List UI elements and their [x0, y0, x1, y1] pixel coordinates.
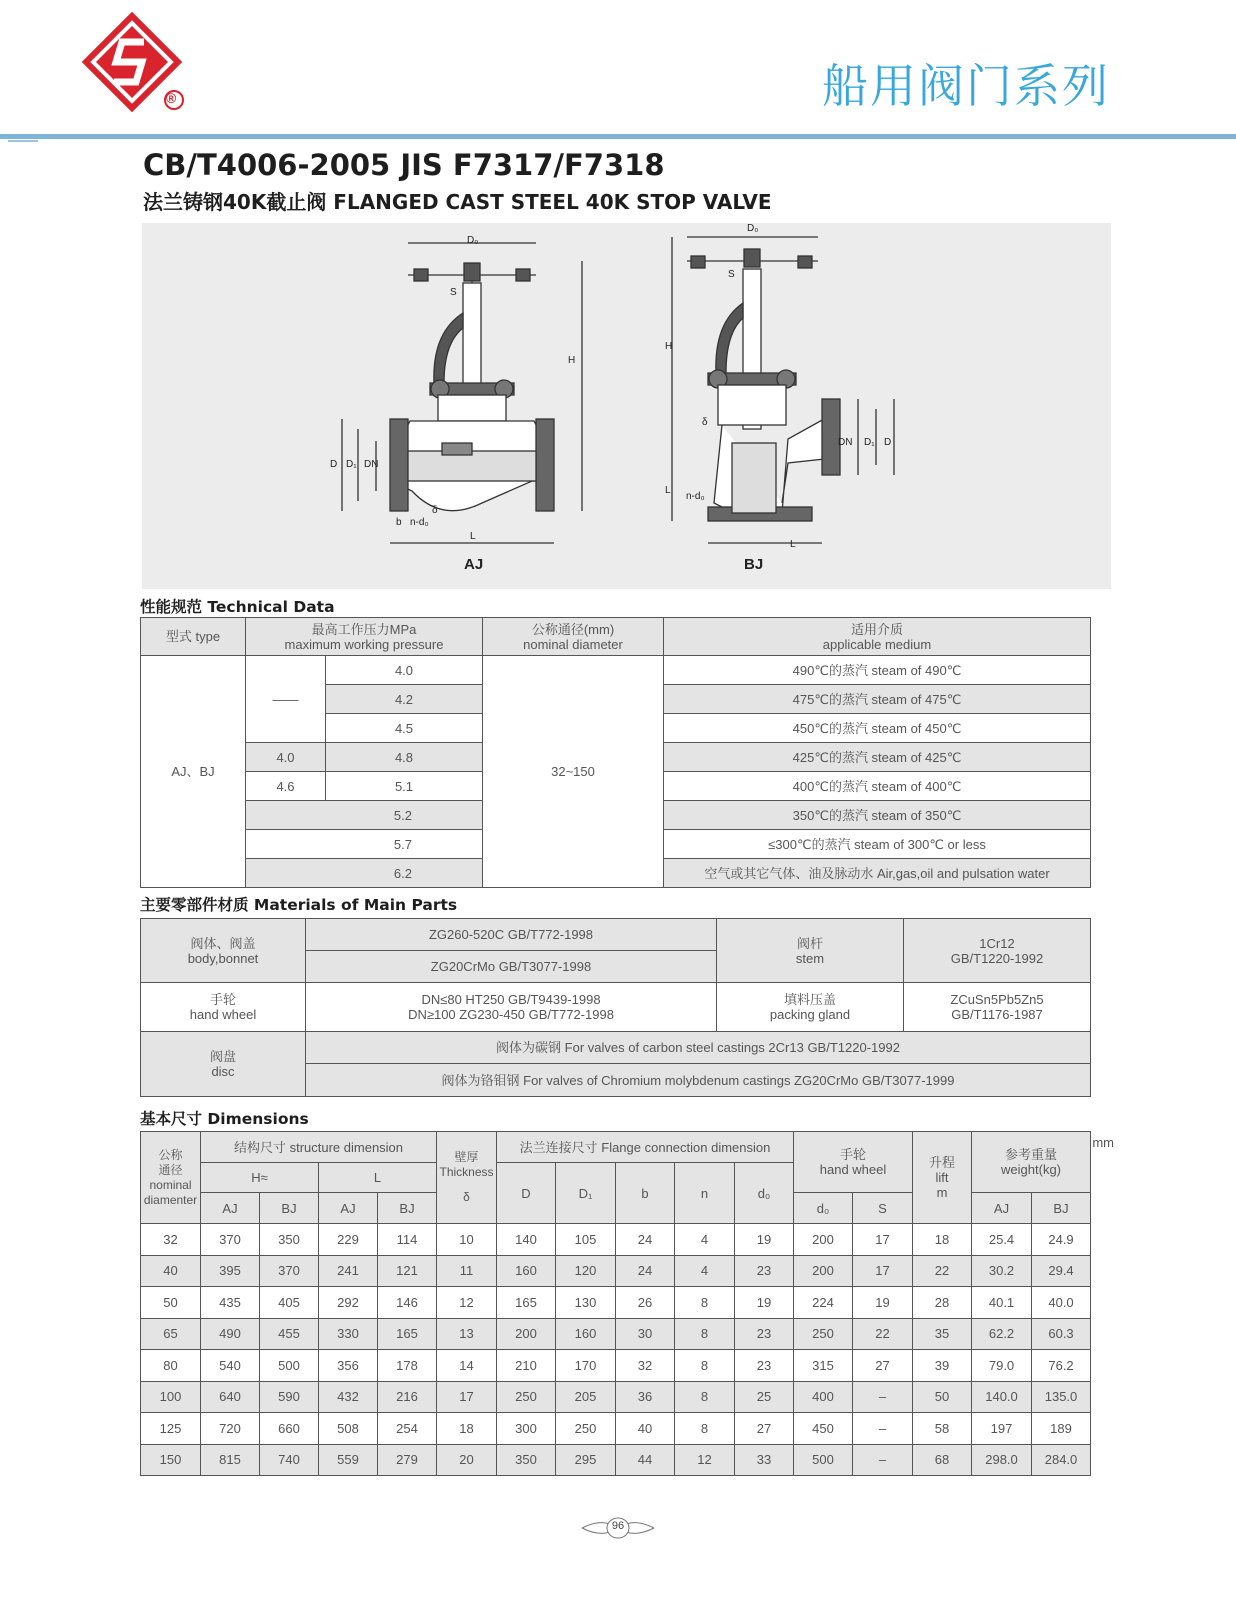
table-cell: 370	[201, 1224, 260, 1256]
table-cell: 24	[616, 1255, 675, 1287]
pressure-cell: 5.2	[246, 801, 483, 830]
dim-label-nd-bj: n-d₀	[686, 491, 705, 502]
dim-label-dn-aj: DN	[364, 459, 379, 470]
table-cell: 8	[675, 1318, 735, 1350]
table-cell: 350	[497, 1444, 556, 1476]
table-cell: 720	[201, 1413, 260, 1445]
table-cell: 40	[616, 1413, 675, 1445]
table-cell: 24.9	[1032, 1224, 1091, 1256]
table-cell: 640	[201, 1381, 260, 1413]
table-cell: 12	[675, 1444, 735, 1476]
technical-data-table	[140, 617, 1091, 888]
table-cell: 241	[319, 1255, 378, 1287]
table-row	[141, 1255, 1091, 1287]
pressure-cell: 5.7	[246, 830, 483, 859]
table-cell: 65	[141, 1318, 201, 1350]
table-cell: 405	[260, 1287, 319, 1319]
technical-data-title: 性能规范 Technical Data	[140, 598, 335, 616]
header-type: 型式 type	[141, 618, 246, 656]
table-cell: 540	[201, 1350, 260, 1382]
dimensions-body	[141, 1224, 1091, 1476]
dimensions-header	[141, 1132, 1091, 1224]
table-cell: 140	[497, 1224, 556, 1256]
table-cell: 17	[853, 1255, 913, 1287]
table-cell: 125	[141, 1413, 201, 1445]
table-cell: 19	[735, 1224, 794, 1256]
header-medium: 适用介质 applicable medium	[664, 618, 1091, 656]
dimensions-title: 基本尺寸 Dimensions	[140, 1110, 309, 1128]
table-cell: 508	[319, 1413, 378, 1445]
pressure-cell: 4.2	[326, 685, 483, 714]
table-cell: 432	[319, 1381, 378, 1413]
table-cell: 455	[260, 1318, 319, 1350]
medium-cell: 425℃的蒸汽 steam of 425℃	[664, 743, 1091, 772]
table-cell: 23	[735, 1255, 794, 1287]
medium-cell: 350℃的蒸汽 steam of 350℃	[664, 801, 1091, 830]
table-cell: 25	[735, 1381, 794, 1413]
page-number-badge	[580, 1516, 656, 1540]
table-cell: 150	[141, 1444, 201, 1476]
table-cell: 22	[913, 1255, 972, 1287]
table-cell: 40.1	[972, 1287, 1032, 1319]
table-cell: 8	[675, 1287, 735, 1319]
table-cell: 250	[794, 1318, 853, 1350]
table-cell: 29.4	[1032, 1255, 1091, 1287]
stem-label: 阀杆 stem	[717, 919, 904, 983]
dim-label-l-aj: L	[470, 531, 476, 542]
header-h: H≈	[201, 1163, 319, 1193]
table-cell: 20	[437, 1444, 497, 1476]
table-cell: 4	[675, 1224, 735, 1256]
table-cell: 140.0	[972, 1381, 1032, 1413]
table-cell: 25.4	[972, 1224, 1032, 1256]
table-row	[141, 1381, 1091, 1413]
table-cell: 200	[794, 1224, 853, 1256]
medium-cell: 空气或其它气体、油及脉动水 Air,gas,oil and pulsation water	[664, 859, 1091, 888]
body-bonnet-label: 阀体、阀盖 body,bonnet	[141, 919, 306, 983]
table-row	[141, 1350, 1091, 1382]
dim-label-delta-aj: δ	[432, 505, 438, 516]
table-cell: 370	[260, 1255, 319, 1287]
body-material-1: ZG260-520C GB/T772-1998	[306, 919, 717, 951]
table-cell: 18	[437, 1413, 497, 1445]
table-cell: 284.0	[1032, 1444, 1091, 1476]
table-cell: 300	[497, 1413, 556, 1445]
header-d0: d₀	[735, 1163, 794, 1224]
dim-label-h-bj: H	[665, 341, 673, 352]
table-cell: 18	[913, 1224, 972, 1256]
table-cell: 395	[201, 1255, 260, 1287]
table-cell: 27	[853, 1350, 913, 1382]
brand-logo	[82, 12, 192, 112]
header-l-aj: AJ	[319, 1193, 378, 1224]
table-cell: 22	[853, 1318, 913, 1350]
table-cell: 40.0	[1032, 1287, 1091, 1319]
header-l: L	[319, 1163, 437, 1193]
dim-label-d0-bj: D₀	[747, 223, 759, 234]
table-cell: 27	[735, 1413, 794, 1445]
table-cell: 250	[556, 1413, 616, 1445]
table-cell: 80	[141, 1350, 201, 1382]
table-cell: 44	[616, 1444, 675, 1476]
logo-registered-mark: ®	[166, 90, 177, 106]
table-cell: 24	[616, 1224, 675, 1256]
disc-material-2: 阀体为铬钼钢 For valves of Chromium molybdenum castings ZG20CrMo GB/T3077-1999	[306, 1064, 1091, 1097]
table-cell: 105	[556, 1224, 616, 1256]
table-cell: 26	[616, 1287, 675, 1319]
header-h-aj: AJ	[201, 1193, 260, 1224]
table-cell: 298.0	[972, 1444, 1032, 1476]
table-cell: –	[853, 1413, 913, 1445]
table-cell: 100	[141, 1381, 201, 1413]
header-flange: 法兰连接尺寸 Flange connection dimension	[497, 1132, 794, 1163]
table-cell: 197	[972, 1413, 1032, 1445]
table-cell: 200	[794, 1255, 853, 1287]
header-lift: 升程 lift m	[913, 1132, 972, 1224]
table-row	[141, 1318, 1091, 1350]
table-cell: 224	[794, 1287, 853, 1319]
table-cell: 40	[141, 1255, 201, 1287]
table-cell: 33	[735, 1444, 794, 1476]
table-cell: 292	[319, 1287, 378, 1319]
table-cell: –	[853, 1444, 913, 1476]
drawing-label-bj: BJ	[744, 556, 764, 573]
pressure-cell: 4.8	[326, 743, 483, 772]
dim-label-b-aj: b	[396, 517, 402, 528]
table-cell: 279	[378, 1444, 437, 1476]
table-cell: 32	[616, 1350, 675, 1382]
table-cell: 39	[913, 1350, 972, 1382]
table-cell: 250	[497, 1381, 556, 1413]
header-divider	[0, 134, 1236, 139]
table-cell: 500	[260, 1350, 319, 1382]
hand-wheel-material: DN≤80 HT250 GB/T9439-1998 DN≥100 ZG230-450 GB/T772-1998	[306, 983, 717, 1032]
dimensions-unit: mm	[1092, 1135, 1114, 1150]
type-value: AJ、BJ	[141, 656, 246, 888]
left-pressure-cell: 4.6	[246, 772, 326, 801]
table-cell: 660	[260, 1413, 319, 1445]
table-cell: 19	[735, 1287, 794, 1319]
medium-cell: 450℃的蒸汽 steam of 450℃	[664, 714, 1091, 743]
table-cell: 160	[556, 1318, 616, 1350]
page-number: 96	[611, 1520, 625, 1532]
table-cell: 8	[675, 1350, 735, 1382]
series-title: 船用阀门系列	[822, 59, 1110, 113]
table-row	[141, 1224, 1091, 1256]
dim-label-d-bj: D	[884, 437, 892, 448]
dim-label-delta-bj: δ	[702, 417, 708, 428]
table-cell: 50	[913, 1381, 972, 1413]
table-cell: 30	[616, 1318, 675, 1350]
header-d: D	[497, 1163, 556, 1224]
disc-label: 阀盘 disc	[141, 1032, 306, 1097]
table-row	[141, 1287, 1091, 1319]
standard-title: CB/T4006-2005 JIS F7317/F7318	[143, 148, 665, 182]
pressure-dash: ——	[246, 656, 326, 743]
product-title: 法兰铸钢40K截止阀 FLANGED CAST STEEL 40K STOP VALVE	[143, 190, 772, 214]
dim-label-d0-aj: D₀	[467, 235, 479, 246]
table-cell: 590	[260, 1381, 319, 1413]
table-row	[141, 1413, 1091, 1445]
table-cell: 19	[853, 1287, 913, 1319]
table-cell: 130	[556, 1287, 616, 1319]
table-cell: 12	[437, 1287, 497, 1319]
drawing-label-aj: AJ	[464, 556, 484, 573]
dim-label-l-bj: L	[790, 539, 796, 550]
table-cell: 79.0	[972, 1350, 1032, 1382]
table-cell: 28	[913, 1287, 972, 1319]
header-weight: 参考重量 weight(kg)	[972, 1132, 1091, 1193]
table-cell: 36	[616, 1381, 675, 1413]
packing-gland-material: ZCuSn5Pb5Zn5 GB/T1176-1987	[904, 983, 1091, 1032]
table-cell: 17	[853, 1224, 913, 1256]
table-cell: 32	[141, 1224, 201, 1256]
table-cell: 435	[201, 1287, 260, 1319]
header-wheel-d0: d₀	[794, 1193, 853, 1224]
table-cell: 8	[675, 1381, 735, 1413]
valve-drawing	[142, 223, 1111, 589]
pressure-cell: 6.2	[246, 859, 483, 888]
table-cell: 60.3	[1032, 1318, 1091, 1350]
table-cell: 740	[260, 1444, 319, 1476]
dim-label-s-aj: S	[450, 287, 457, 298]
table-cell: 210	[497, 1350, 556, 1382]
header-n: n	[675, 1163, 735, 1224]
table-cell: 17	[437, 1381, 497, 1413]
dim-label-nd-aj: n-d₀	[410, 517, 429, 528]
table-cell: 170	[556, 1350, 616, 1382]
table-row	[141, 1444, 1091, 1476]
dimensions-table	[140, 1131, 1091, 1476]
header-l-bj: BJ	[378, 1193, 437, 1224]
table-cell: 216	[378, 1381, 437, 1413]
medium-cell: 490℃的蒸汽 steam of 490℃	[664, 656, 1091, 685]
table-cell: 165	[378, 1318, 437, 1350]
table-cell: 356	[319, 1350, 378, 1382]
valve-drawing-svg	[142, 223, 1111, 589]
table-cell: 205	[556, 1381, 616, 1413]
table-cell: 559	[319, 1444, 378, 1476]
table-cell: –	[853, 1381, 913, 1413]
pressure-cell: 4.5	[326, 714, 483, 743]
table-cell: 229	[319, 1224, 378, 1256]
table-cell: 23	[735, 1350, 794, 1382]
dim-label-d1-bj: D₁	[864, 437, 875, 448]
table-cell: 13	[437, 1318, 497, 1350]
table-cell: 315	[794, 1350, 853, 1382]
table-cell: 35	[913, 1318, 972, 1350]
pressure-cell: 5.1	[326, 772, 483, 801]
table-cell: 450	[794, 1413, 853, 1445]
table-cell: 76.2	[1032, 1350, 1091, 1382]
table-cell: 121	[378, 1255, 437, 1287]
header-hand-wheel: 手轮 hand wheel	[794, 1132, 913, 1193]
table-cell: 120	[556, 1255, 616, 1287]
table-cell: 500	[794, 1444, 853, 1476]
table-cell: 135.0	[1032, 1381, 1091, 1413]
table-cell: 10	[437, 1224, 497, 1256]
packing-gland-label: 填料压盖 packing gland	[717, 983, 904, 1032]
header-divider-accent	[8, 140, 38, 142]
header-pressure: 最高工作压力MPa maximum working pressure	[246, 618, 483, 656]
header-thickness: 壁厚 Thickness δ	[437, 1132, 497, 1224]
table-cell: 11	[437, 1255, 497, 1287]
table-cell: 165	[497, 1287, 556, 1319]
table-cell: 114	[378, 1224, 437, 1256]
diameter-value: 32~150	[483, 656, 664, 888]
table-cell: 146	[378, 1287, 437, 1319]
table-cell: 178	[378, 1350, 437, 1382]
hand-wheel-label: 手轮 hand wheel	[141, 983, 306, 1032]
table-cell: 200	[497, 1318, 556, 1350]
table-cell: 350	[260, 1224, 319, 1256]
medium-cell: 400℃的蒸汽 steam of 400℃	[664, 772, 1091, 801]
table-cell: 30.2	[972, 1255, 1032, 1287]
header-diameter: 公称通径(mm) nominal diameter	[483, 618, 664, 656]
table-cell: 14	[437, 1350, 497, 1382]
dim-label-d1-aj: D₁	[346, 459, 357, 470]
table-cell: 58	[913, 1413, 972, 1445]
medium-cell: 475℃的蒸汽 steam of 475℃	[664, 685, 1091, 714]
table-cell: 8	[675, 1413, 735, 1445]
header-nominal: 公称 通径 nominal diamenter	[141, 1132, 201, 1224]
header-wheel-s: S	[853, 1193, 913, 1224]
materials-title: 主要零部件材质 Materials of Main Parts	[140, 896, 458, 914]
disc-material-1: 阀体为碳钢 For valves of carbon steel castings 2Cr13 GB/T1220-1992	[306, 1032, 1091, 1064]
left-pressure-cell: 4.0	[246, 743, 326, 772]
table-cell: 62.2	[972, 1318, 1032, 1350]
medium-cell: ≤300℃的蒸汽 steam of 300℃ or less	[664, 830, 1091, 859]
body-material-2: ZG20CrMo GB/T3077-1998	[306, 951, 717, 983]
table-cell: 254	[378, 1413, 437, 1445]
dim-label-l-vertical-bj: L	[665, 485, 671, 496]
header-h-bj: BJ	[260, 1193, 319, 1224]
table-cell: 400	[794, 1381, 853, 1413]
header-d1: D₁	[556, 1163, 616, 1224]
table-cell: 295	[556, 1444, 616, 1476]
pressure-cell: 4.0	[326, 656, 483, 685]
table-cell: 160	[497, 1255, 556, 1287]
header-b: b	[616, 1163, 675, 1224]
table-cell: 23	[735, 1318, 794, 1350]
table-cell: 330	[319, 1318, 378, 1350]
dim-label-s-bj: S	[728, 269, 735, 280]
table-cell: 490	[201, 1318, 260, 1350]
table-cell: 68	[913, 1444, 972, 1476]
dim-label-h-aj: H	[568, 355, 576, 366]
materials-table	[140, 918, 1091, 1097]
stem-material: 1Cr12 GB/T1220-1992	[904, 919, 1091, 983]
table-cell: 189	[1032, 1413, 1091, 1445]
table-cell: 815	[201, 1444, 260, 1476]
table-cell: 50	[141, 1287, 201, 1319]
header-structure: 结构尺寸 structure dimension	[201, 1132, 437, 1163]
table-cell: 4	[675, 1255, 735, 1287]
dim-label-d-aj: D	[330, 459, 338, 470]
header-weight-aj: AJ	[972, 1193, 1032, 1224]
header-weight-bj: BJ	[1032, 1193, 1091, 1224]
dim-label-dn-bj: DN	[838, 437, 853, 448]
